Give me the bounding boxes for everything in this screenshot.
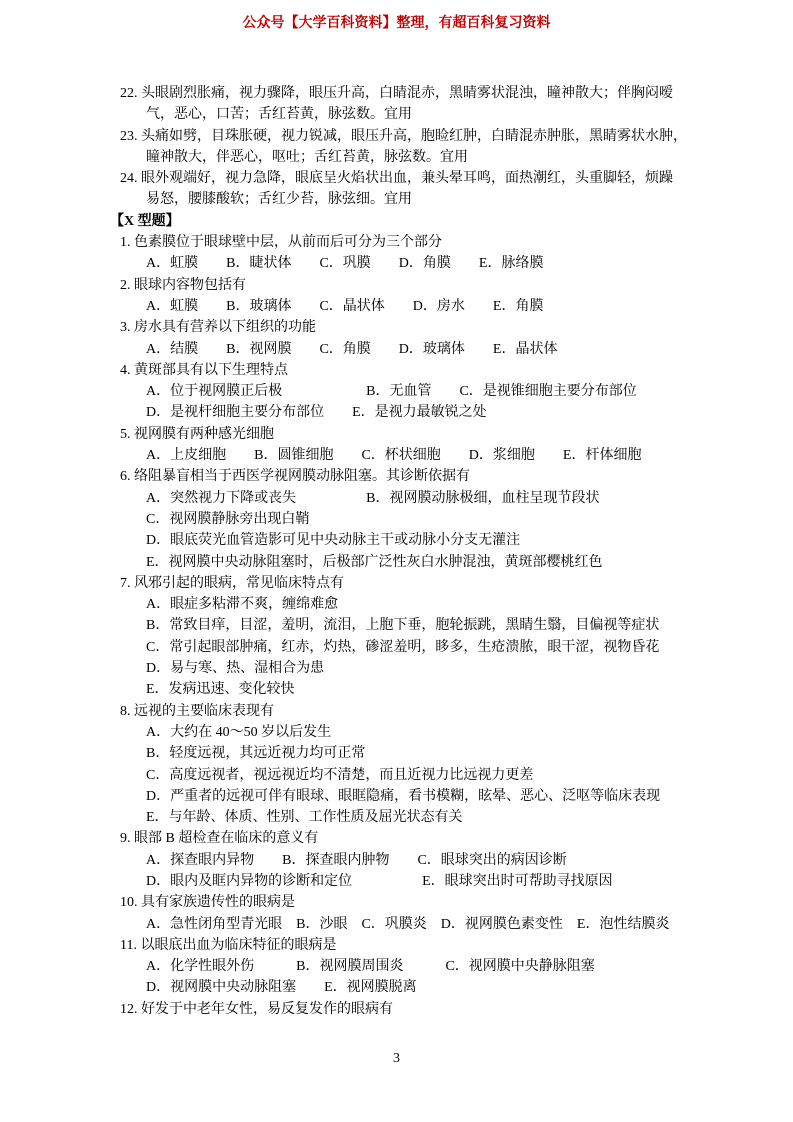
text-line: 瞳神散大，伴恶心，呕吐；舌红苔黄，脉弦数。宜用 [146, 149, 468, 165]
text-line: 12. 好发于中老年女性，易反复发作的眼病有 [120, 1001, 393, 1017]
text-line: 24. 眼外观端好，视力急降，眼底呈火焰状出血，兼头晕耳鸣，面热潮红，头重脚轻，烦躁 [120, 171, 673, 187]
text-line: A．探查眼内异物 B．探查眼内肿物 C．眼球突出的病因诊断 [146, 852, 567, 868]
text-line: A．突然视力下降或丧失 B．视网膜动脉极细，血柱呈现节段状 [146, 490, 600, 506]
text-line: 气，恶心，口苦；舌红苔黄，脉弦数。宜用 [146, 107, 412, 123]
text-line: A．急性闭角型青光眼 B．沙眼 C．巩膜炎 D．视网膜色素变性 E．泡性结膜炎 [146, 916, 670, 932]
text-line: A．眼症多粘滞不爽，缠绵难愈 [146, 597, 339, 613]
text-line: D．视网膜中央动脉阻塞 E．视网膜脱离 [146, 980, 417, 996]
text-line: B．常致目痒，目涩，羞明，流泪，上胞下垂，胞轮振跳，黑睛生翳，目偏视等症状 [146, 618, 660, 634]
text-line: D．易与寒、热、湿相合为患 [146, 661, 325, 677]
text-line: 7. 风邪引起的眼病，常见临床特点有 [120, 575, 344, 591]
text-line: E．与年龄、体质、性别、工作性质及屈光状态有关 [146, 810, 463, 826]
text-line: 【X 型题】 [110, 213, 180, 229]
text-line: D．眼内及眶内异物的诊断和定位 E．眼球突出时可帮助寻找原因 [146, 873, 613, 889]
text-line: 4. 黄斑部具有以下生理特点 [120, 362, 288, 378]
text-line: A．虹膜 B．玻璃体 C．晶状体 D．房水 E．角膜 [146, 298, 544, 314]
text-line: D．是视杆细胞主要分布部位 E．是视力最敏锐之处 [146, 405, 487, 421]
text-line: E．发病迅速、变化较快 [146, 682, 295, 698]
text-line: 5. 视网膜有两种感光细胞 [120, 426, 274, 442]
text-line: 10. 具有家族遗传性的眼病是 [120, 895, 295, 911]
text-line: A．位于视网膜正后极 B．无血管 C．是视锥细胞主要分布部位 [146, 384, 637, 400]
text-line: 11. 以眼底出血为临床特征的眼病是 [120, 937, 337, 953]
text-line: C．视网膜静脉旁出现白鞘 [146, 511, 310, 527]
text-line: E．视网膜中央动脉阻塞时，后极部广泛性灰白水肿混浊，黄斑部樱桃红色 [146, 554, 603, 570]
text-line: A．大约在 40～50 岁以后发生 [146, 724, 332, 740]
text-line: 8. 远视的主要临床表现有 [120, 703, 274, 719]
text-line: 23. 头痛如劈，目珠胀硬，视力锐减，眼压升高，胞睑红肿，白睛混赤肿胀，黑睛雾状水肿， [120, 128, 687, 144]
text-line: D．严重者的远视可伴有眼球、眼眶隐痛，看书模糊，眩晕、恶心、泛呕等临床表现 [146, 788, 661, 804]
text-line: C．常引起眼部肿痛，红赤，灼热，碜涩羞明，眵多，生疮溃脓，眼干涩，视物昏花 [146, 639, 660, 655]
text-line: B．轻度远视，其远近视力均可正常 [146, 746, 366, 762]
text-line: 6. 络阻暴盲相当于西医学视网膜动脉阻塞。其诊断依据有 [120, 469, 470, 485]
text-line: 22. 头眼剧烈胀痛，视力骤降，眼压升高，白睛混赤，黑睛雾状混浊，瞳神散大；伴胸闷嗳 [120, 86, 673, 101]
text-line: C．高度远视者，视远视近均不清楚，而且近视力比远视力更差 [146, 767, 534, 783]
text-line: 3. 房水具有营养以下组织的功能 [120, 320, 316, 336]
text-line: A．虹膜 B．睫状体 C．巩膜 D．角膜 E．脉络膜 [146, 256, 544, 272]
page-header: 公众号【大学百科资料】整理，有超百科复习资料 [242, 16, 551, 31]
text-line: A．上皮细胞 B．圆锥细胞 C．杯状细胞 D．浆细胞 E．杆体细胞 [146, 448, 642, 464]
text-line: A．结膜 B．视网膜 C．角膜 D．玻璃体 E．晶状体 [146, 341, 558, 357]
text-line: 9. 眼部 B 超检查在临床的意义有 [120, 831, 319, 847]
page-number: 3 [393, 1051, 400, 1066]
text-line: 2. 眼球内容物包括有 [120, 277, 246, 293]
text-line: D．眼底荧光血管造影可见中央动脉主干或动脉小分支无灌注 [146, 533, 521, 549]
text-line: 易怒，腰膝酸软；舌红少苔，脉弦细。宜用 [146, 192, 412, 208]
text-line: 1. 色素膜位于眼球壁中层，从前而后可分为三个部分 [120, 235, 442, 251]
text-line: A．化学性眼外伤 B．视网膜周围炎 C．视网膜中央静脉阻塞 [146, 959, 595, 975]
document-content [110, 83, 695, 1020]
